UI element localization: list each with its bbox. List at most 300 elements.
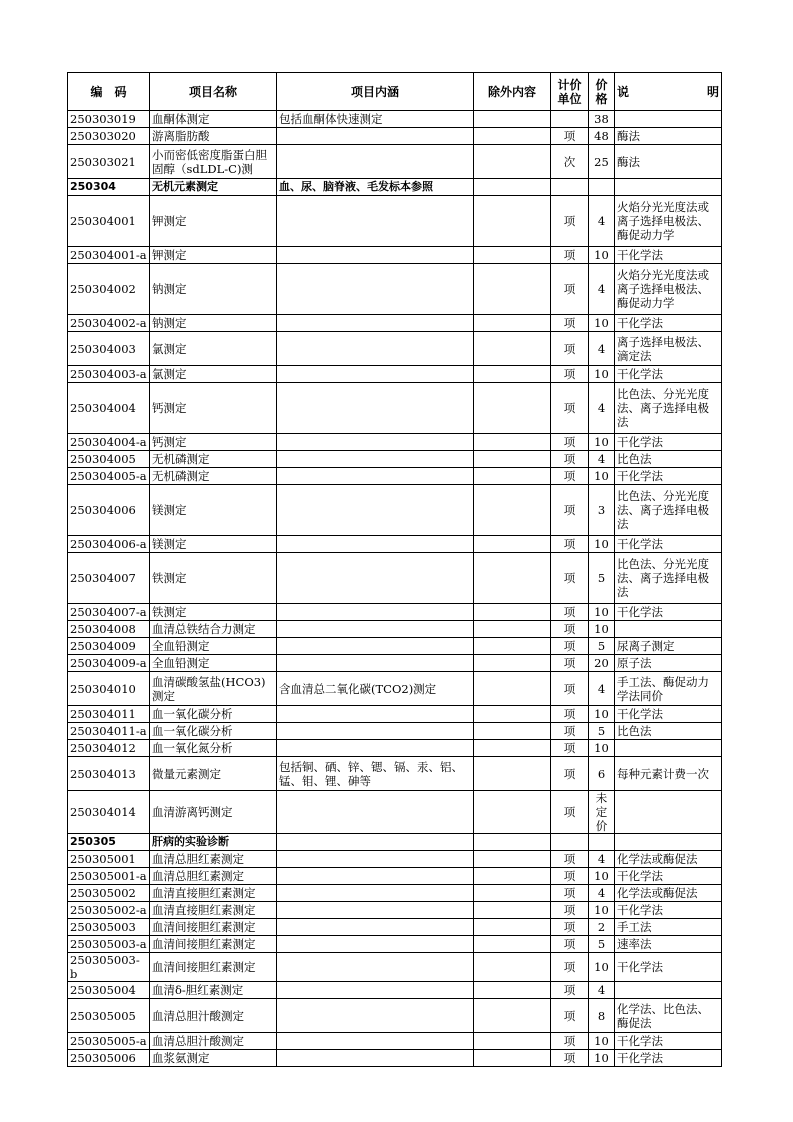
cell-name: 微量元素测定	[150, 757, 277, 791]
cell-name: 血清游离钙测定	[150, 791, 277, 834]
cell-note: 速率法	[615, 936, 722, 953]
table-row	[68, 128, 722, 145]
cell-excl	[474, 536, 551, 553]
cell-name: 全血铅测定	[150, 655, 277, 672]
cell-excl	[474, 791, 551, 834]
cell-code: 250305002	[68, 885, 150, 902]
table-row	[68, 982, 722, 999]
cell-content	[277, 655, 474, 672]
cell-note: 干化学法	[615, 902, 722, 919]
cell-note: 酶法	[615, 145, 722, 179]
cell-code: 250303021	[68, 145, 150, 179]
table-row	[68, 451, 722, 468]
cell-note: 手工法、酶促动力学法同价	[615, 672, 722, 706]
cell-excl	[474, 434, 551, 451]
cell-note: 火焰分光光度法或离子选择电极法、酶促动力学	[615, 264, 722, 315]
cell-unit: 项	[551, 1033, 589, 1050]
cell-excl	[474, 982, 551, 999]
cell-code: 250304007	[68, 553, 150, 604]
table-row	[68, 145, 722, 179]
cell-code: 250304004	[68, 383, 150, 434]
cell-code: 250305005	[68, 999, 150, 1033]
cell-note: 干化学法	[615, 468, 722, 485]
cell-note	[615, 740, 722, 757]
cell-code: 250304005	[68, 451, 150, 468]
cell-note	[615, 179, 722, 196]
cell-excl	[474, 247, 551, 264]
cell-excl	[474, 553, 551, 604]
cell-name: 血一氧化碳分析	[150, 723, 277, 740]
table-row	[68, 196, 722, 247]
table-row	[68, 902, 722, 919]
cell-price: 5	[589, 723, 615, 740]
cell-excl	[474, 953, 551, 982]
cell-price: 20	[589, 655, 615, 672]
cell-unit	[551, 179, 589, 196]
cell-excl	[474, 851, 551, 868]
cell-content	[277, 553, 474, 604]
cell-excl	[474, 468, 551, 485]
cell-note: 化学法或酶促法	[615, 885, 722, 902]
cell-price: 4	[589, 383, 615, 434]
cell-name: 血一氧化碳分析	[150, 706, 277, 723]
cell-excl	[474, 111, 551, 128]
cell-excl	[474, 1050, 551, 1067]
cell-code: 250305004	[68, 982, 150, 999]
cell-excl	[474, 706, 551, 723]
cell-unit: 项	[551, 740, 589, 757]
cell-price: 10	[589, 366, 615, 383]
cell-unit: 项	[551, 885, 589, 902]
cell-price: 4	[589, 885, 615, 902]
cell-unit: 项	[551, 723, 589, 740]
cell-note: 干化学法	[615, 604, 722, 621]
cell-excl	[474, 723, 551, 740]
cell-unit: 项	[551, 868, 589, 885]
cell-code: 250304008	[68, 621, 150, 638]
cell-note: 干化学法	[615, 366, 722, 383]
cell-price: 5	[589, 553, 615, 604]
cell-excl	[474, 638, 551, 655]
cell-price: 10	[589, 706, 615, 723]
cell-note: 干化学法	[615, 1033, 722, 1050]
cell-price: 4	[589, 851, 615, 868]
cell-name: 钠测定	[150, 264, 277, 315]
cell-excl	[474, 999, 551, 1033]
cell-price: 10	[589, 868, 615, 885]
cell-excl	[474, 128, 551, 145]
table-row	[68, 740, 722, 757]
header-price: 价格	[589, 73, 615, 111]
table-row	[68, 706, 722, 723]
table-row	[68, 536, 722, 553]
cell-unit: 项	[551, 604, 589, 621]
cell-unit: 项	[551, 672, 589, 706]
cell-price: 4	[589, 196, 615, 247]
table-row	[68, 179, 722, 196]
cell-content	[277, 604, 474, 621]
cell-name: 血浆氨测定	[150, 1050, 277, 1067]
cell-price: 6	[589, 757, 615, 791]
table-row	[68, 757, 722, 791]
cell-name: 血一氧化氮分析	[150, 740, 277, 757]
cell-price: 10	[589, 247, 615, 264]
table-row	[68, 247, 722, 264]
table-row	[68, 468, 722, 485]
cell-content	[277, 536, 474, 553]
cell-content	[277, 1033, 474, 1050]
cell-note: 干化学法	[615, 536, 722, 553]
cell-content	[277, 366, 474, 383]
cell-name: 钠测定	[150, 315, 277, 332]
cell-price: 10	[589, 604, 615, 621]
header-desc-1: 说	[617, 84, 630, 99]
cell-unit: 项	[551, 315, 589, 332]
cell-content: 含血清总二氧化碳(TCO2)测定	[277, 672, 474, 706]
cell-name: 无机磷测定	[150, 451, 277, 468]
cell-note: 比色法、分光光度法、离子选择电极法	[615, 383, 722, 434]
cell-unit: 项	[551, 128, 589, 145]
cell-excl	[474, 604, 551, 621]
cell-excl	[474, 383, 551, 434]
cell-content	[277, 383, 474, 434]
cell-note: 手工法	[615, 919, 722, 936]
cell-unit: 项	[551, 383, 589, 434]
cell-unit: 项	[551, 851, 589, 868]
cell-code: 250305005-a	[68, 1033, 150, 1050]
cell-unit: 项	[551, 919, 589, 936]
cell-note: 干化学法	[615, 706, 722, 723]
table-row	[68, 332, 722, 366]
cell-price: 3	[589, 485, 615, 536]
table-row	[68, 936, 722, 953]
cell-content	[277, 953, 474, 982]
cell-content	[277, 145, 474, 179]
cell-excl	[474, 315, 551, 332]
cell-excl	[474, 451, 551, 468]
cell-price: 10	[589, 315, 615, 332]
cell-note: 化学法、比色法、酶促法	[615, 999, 722, 1033]
cell-note: 原子法	[615, 655, 722, 672]
cell-code: 250304006	[68, 485, 150, 536]
table-row	[68, 1033, 722, 1050]
table-row	[68, 655, 722, 672]
cell-name: 血清直接胆红素测定	[150, 885, 277, 902]
cell-unit: 项	[551, 936, 589, 953]
cell-name: 血清直接胆红素测定	[150, 902, 277, 919]
cell-content	[277, 485, 474, 536]
table-row	[68, 791, 722, 834]
cell-name: 血清总铁结合力测定	[150, 621, 277, 638]
cell-note: 火焰分光光度法或离子选择电极法、酶促动力学	[615, 196, 722, 247]
cell-code: 250304001	[68, 196, 150, 247]
cell-content	[277, 834, 474, 851]
cell-price: 2	[589, 919, 615, 936]
cell-price: 4	[589, 264, 615, 315]
cell-code: 250303019	[68, 111, 150, 128]
cell-excl	[474, 672, 551, 706]
table-row	[68, 672, 722, 706]
cell-unit: 项	[551, 757, 589, 791]
cell-content	[277, 332, 474, 366]
cell-note	[615, 621, 722, 638]
cell-unit: 项	[551, 655, 589, 672]
table-row	[68, 315, 722, 332]
cell-price: 38	[589, 111, 615, 128]
cell-excl	[474, 885, 551, 902]
header-name: 项目名称	[150, 73, 277, 111]
table-row	[68, 383, 722, 434]
cell-price: 25	[589, 145, 615, 179]
cell-content	[277, 434, 474, 451]
cell-content	[277, 982, 474, 999]
cell-unit: 项	[551, 366, 589, 383]
cell-code: 250305003-b	[68, 953, 150, 982]
cell-name: 血清间接胆红素测定	[150, 953, 277, 982]
cell-unit: 项	[551, 638, 589, 655]
cell-name: 肝病的实验诊断	[150, 834, 277, 851]
cell-code: 250305003	[68, 919, 150, 936]
cell-content	[277, 723, 474, 740]
cell-name: 无机元素测定	[150, 179, 277, 196]
cell-excl	[474, 919, 551, 936]
table-row	[68, 264, 722, 315]
cell-unit: 项	[551, 468, 589, 485]
cell-content	[277, 128, 474, 145]
table-row	[68, 1050, 722, 1067]
cell-price: 4	[589, 451, 615, 468]
cell-note: 干化学法	[615, 868, 722, 885]
cell-price: 10	[589, 740, 615, 757]
cell-code: 250305006	[68, 1050, 150, 1067]
cell-name: 血清总胆红素测定	[150, 868, 277, 885]
cell-code: 250304014	[68, 791, 150, 834]
cell-note: 离子选择电极法、滴定法	[615, 332, 722, 366]
cell-price: 5	[589, 638, 615, 655]
table-row	[68, 723, 722, 740]
cell-note: 干化学法	[615, 1050, 722, 1067]
cell-unit: 项	[551, 434, 589, 451]
cell-name: 氯测定	[150, 366, 277, 383]
cell-excl	[474, 179, 551, 196]
cell-excl	[474, 332, 551, 366]
cell-name: 血清碳酸氢盐(HCO3)测定	[150, 672, 277, 706]
cell-content	[277, 919, 474, 936]
header-row	[68, 73, 722, 111]
cell-unit: 项	[551, 953, 589, 982]
cell-price: 10	[589, 902, 615, 919]
cell-note: 比色法	[615, 451, 722, 468]
cell-unit: 项	[551, 791, 589, 834]
cell-content	[277, 706, 474, 723]
cell-name: 镁测定	[150, 536, 277, 553]
cell-content	[277, 868, 474, 885]
cell-unit: 项	[551, 485, 589, 536]
header-desc	[615, 73, 722, 111]
cell-name: 镁测定	[150, 485, 277, 536]
cell-content	[277, 740, 474, 757]
cell-content	[277, 885, 474, 902]
cell-price: 4	[589, 332, 615, 366]
cell-content	[277, 791, 474, 834]
cell-price: 5	[589, 936, 615, 953]
cell-code: 250304012	[68, 740, 150, 757]
cell-unit: 项	[551, 553, 589, 604]
cell-note: 比色法	[615, 723, 722, 740]
cell-unit: 项	[551, 706, 589, 723]
cell-code: 250304006-a	[68, 536, 150, 553]
cell-name: 铁测定	[150, 604, 277, 621]
cell-price: 10	[589, 953, 615, 982]
cell-price: 10	[589, 621, 615, 638]
table-row	[68, 638, 722, 655]
table-row	[68, 111, 722, 128]
cell-excl	[474, 196, 551, 247]
cell-note: 干化学法	[615, 953, 722, 982]
cell-excl	[474, 264, 551, 315]
cell-name: 铁测定	[150, 553, 277, 604]
cell-note: 干化学法	[615, 247, 722, 264]
cell-price: 10	[589, 536, 615, 553]
cell-code: 250304009	[68, 638, 150, 655]
price-table	[67, 72, 722, 1067]
cell-unit: 项	[551, 196, 589, 247]
cell-name: 血清δ-胆红素测定	[150, 982, 277, 999]
cell-code: 250304	[68, 179, 150, 196]
cell-price: 未定价	[589, 791, 615, 834]
cell-code: 250304011-a	[68, 723, 150, 740]
cell-note: 干化学法	[615, 434, 722, 451]
cell-unit: 项	[551, 621, 589, 638]
cell-name: 全血铅测定	[150, 638, 277, 655]
header-unit: 计价单位	[551, 73, 589, 111]
cell-excl	[474, 868, 551, 885]
cell-content	[277, 315, 474, 332]
cell-unit: 项	[551, 247, 589, 264]
table-row	[68, 851, 722, 868]
cell-note: 化学法或酶促法	[615, 851, 722, 868]
cell-name: 钾测定	[150, 247, 277, 264]
table-row	[68, 834, 722, 851]
cell-price: 10	[589, 434, 615, 451]
cell-code: 250304010	[68, 672, 150, 706]
cell-code: 250305001-a	[68, 868, 150, 885]
cell-name: 血清总胆汁酸测定	[150, 1033, 277, 1050]
cell-excl	[474, 740, 551, 757]
cell-name: 血清间接胆红素测定	[150, 919, 277, 936]
cell-content: 包括血酮体快速测定	[277, 111, 474, 128]
table-row	[68, 868, 722, 885]
cell-price: 48	[589, 128, 615, 145]
cell-price: 4	[589, 672, 615, 706]
cell-unit	[551, 111, 589, 128]
cell-content	[277, 247, 474, 264]
cell-note: 比色法、分光光度法、离子选择电极法	[615, 485, 722, 536]
cell-content	[277, 902, 474, 919]
cell-note	[615, 982, 722, 999]
header-desc-2: 明	[706, 84, 719, 99]
cell-content	[277, 621, 474, 638]
cell-note: 每种元素计费一次	[615, 757, 722, 791]
cell-unit: 项	[551, 332, 589, 366]
cell-excl	[474, 834, 551, 851]
cell-code: 250304003	[68, 332, 150, 366]
cell-excl	[474, 145, 551, 179]
cell-price: 4	[589, 982, 615, 999]
cell-content	[277, 468, 474, 485]
cell-content	[277, 999, 474, 1033]
cell-unit: 项	[551, 982, 589, 999]
cell-note	[615, 834, 722, 851]
cell-content	[277, 1050, 474, 1067]
cell-code: 250304007-a	[68, 604, 150, 621]
cell-code: 250305002-a	[68, 902, 150, 919]
table-row	[68, 434, 722, 451]
cell-content	[277, 451, 474, 468]
table-row	[68, 553, 722, 604]
cell-code: 250304004-a	[68, 434, 150, 451]
cell-price: 8	[589, 999, 615, 1033]
cell-code: 250304011	[68, 706, 150, 723]
cell-unit: 项	[551, 1050, 589, 1067]
cell-name: 血清总胆红素测定	[150, 851, 277, 868]
cell-price	[589, 179, 615, 196]
cell-unit: 项	[551, 451, 589, 468]
cell-name: 血清总胆汁酸测定	[150, 999, 277, 1033]
cell-content	[277, 638, 474, 655]
cell-content	[277, 264, 474, 315]
table-body	[68, 111, 722, 1067]
cell-excl	[474, 902, 551, 919]
cell-excl	[474, 757, 551, 791]
cell-name: 钙测定	[150, 383, 277, 434]
cell-code: 250304003-a	[68, 366, 150, 383]
cell-price	[589, 834, 615, 851]
cell-unit: 次	[551, 145, 589, 179]
cell-note	[615, 791, 722, 834]
cell-unit: 项	[551, 536, 589, 553]
cell-code: 250304005-a	[68, 468, 150, 485]
cell-excl	[474, 1033, 551, 1050]
header-content: 项目内涵	[277, 73, 474, 111]
cell-code: 250304001-a	[68, 247, 150, 264]
cell-price: 10	[589, 468, 615, 485]
cell-code: 250305003-a	[68, 936, 150, 953]
cell-unit: 项	[551, 264, 589, 315]
cell-code: 250303020	[68, 128, 150, 145]
table-row	[68, 485, 722, 536]
cell-name: 氯测定	[150, 332, 277, 366]
cell-excl	[474, 655, 551, 672]
cell-name: 血酮体测定	[150, 111, 277, 128]
cell-name: 钙测定	[150, 434, 277, 451]
cell-content	[277, 851, 474, 868]
cell-note: 比色法、分光光度法、离子选择电极法	[615, 553, 722, 604]
cell-unit	[551, 834, 589, 851]
cell-excl	[474, 936, 551, 953]
cell-content	[277, 196, 474, 247]
cell-code: 250305	[68, 834, 150, 851]
table-row	[68, 621, 722, 638]
cell-unit: 项	[551, 999, 589, 1033]
cell-code: 250305001	[68, 851, 150, 868]
cell-code: 250304009-a	[68, 655, 150, 672]
cell-excl	[474, 485, 551, 536]
cell-excl	[474, 366, 551, 383]
cell-note: 酶法	[615, 128, 722, 145]
cell-price: 10	[589, 1033, 615, 1050]
cell-content: 包括铜、硒、锌、锶、镉、汞、铝、锰、钼、锂、砷等	[277, 757, 474, 791]
